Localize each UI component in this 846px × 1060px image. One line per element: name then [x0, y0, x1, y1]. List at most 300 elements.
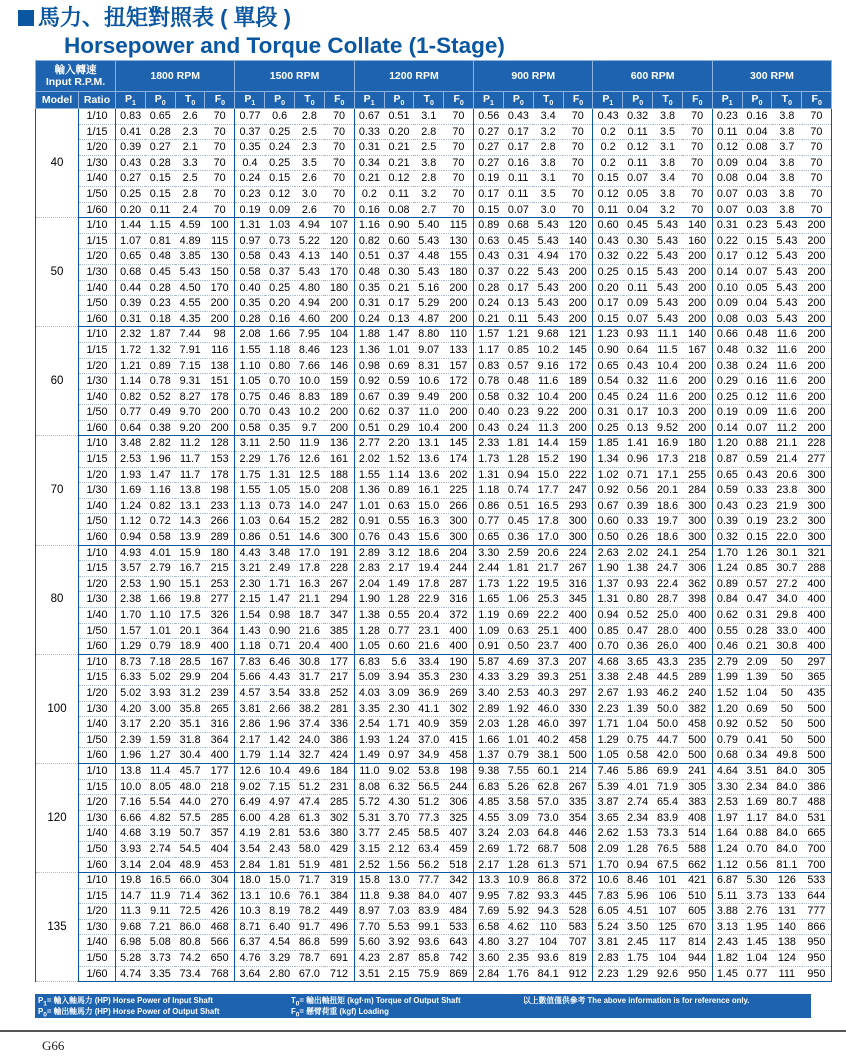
value-cell: 100: [205, 218, 235, 234]
value-cell: 0.26: [623, 530, 653, 546]
value-cell: 3.70: [384, 810, 414, 826]
value-cell: 50: [772, 670, 802, 686]
value-cell: 76.5: [653, 841, 683, 857]
value-cell: 4.68: [116, 826, 146, 842]
ratio-cell: 1/10: [79, 327, 116, 343]
value-cell: 0.65: [145, 109, 175, 125]
value-cell: 70: [324, 140, 354, 156]
value-cell: 200: [802, 420, 832, 436]
value-cell: 359: [444, 717, 474, 733]
value-cell: 0.35: [235, 296, 265, 312]
value-cell: 0.88: [742, 436, 772, 452]
value-cell: 0.67: [354, 389, 384, 405]
horsepower-torque-table: [35, 60, 832, 982]
value-cell: 72.5: [175, 904, 205, 920]
value-cell: 0.48: [742, 327, 772, 343]
value-cell: 0.90: [265, 623, 295, 639]
value-cell: 0.11: [384, 186, 414, 202]
value-cell: 5.66: [235, 670, 265, 686]
value-cell: 11.0: [354, 763, 384, 779]
value-cell: 335: [563, 795, 593, 811]
value-cell: 159: [563, 436, 593, 452]
value-cell: 531: [802, 810, 832, 826]
value-cell: 4.13: [295, 249, 325, 265]
value-cell: 70: [324, 109, 354, 125]
value-cell: 189: [563, 374, 593, 390]
value-cell: 0.37: [384, 249, 414, 265]
value-cell: 0.23: [742, 498, 772, 514]
value-cell: 24.7: [653, 561, 683, 577]
value-cell: 1.16: [145, 483, 175, 499]
value-cell: 94.3: [533, 904, 563, 920]
value-cell: 10.3: [653, 405, 683, 421]
value-cell: 2.03: [503, 826, 533, 842]
value-cell: 0.36: [503, 530, 533, 546]
value-cell: 0.91: [474, 639, 504, 655]
value-cell: 496: [324, 919, 354, 935]
value-cell: 0.22: [503, 264, 533, 280]
value-cell: 14.3: [175, 514, 205, 530]
value-cell: 4.59: [175, 218, 205, 234]
table-row: [36, 155, 832, 171]
value-cell: 1.96: [145, 452, 175, 468]
value-cell: 1.66: [145, 592, 175, 608]
value-cell: 98: [205, 327, 235, 343]
value-cell: 3.12: [384, 545, 414, 561]
value-cell: 0.73: [265, 233, 295, 249]
value-cell: 240: [682, 685, 712, 701]
ratio-cell: 1/20: [79, 249, 116, 265]
value-cell: 9.02: [235, 779, 265, 795]
value-cell: 4.76: [235, 951, 265, 967]
value-cell: 84.0: [772, 779, 802, 795]
model-cell: 100: [36, 654, 79, 763]
value-cell: 2.43: [265, 841, 295, 857]
value-cell: 0.03: [742, 202, 772, 218]
value-cell: 944: [682, 951, 712, 967]
value-cell: 0.12: [623, 140, 653, 156]
value-cell: 70: [205, 202, 235, 218]
value-cell: 0.73: [265, 498, 295, 514]
value-cell: 247: [324, 498, 354, 514]
value-cell: 819: [563, 951, 593, 967]
rpm-header: 900 RPM: [474, 61, 593, 92]
value-cell: 0.13: [384, 311, 414, 327]
value-cell: 0.28: [742, 623, 772, 639]
value-cell: 2.62: [593, 826, 623, 842]
table-row: [36, 748, 832, 764]
value-cell: 3.0: [533, 202, 563, 218]
table-row: [36, 530, 832, 546]
value-cell: 9.52: [653, 420, 683, 436]
value-cell: 304: [205, 873, 235, 889]
value-cell: 5.43: [653, 296, 683, 312]
table-row: [36, 685, 832, 701]
table-row: [36, 514, 832, 530]
value-cell: 2.12: [384, 841, 414, 857]
value-cell: 15.2: [295, 514, 325, 530]
value-cell: 0.07: [623, 311, 653, 327]
table-row: [36, 358, 832, 374]
value-cell: 449: [324, 904, 354, 920]
value-cell: 207: [563, 654, 593, 670]
value-cell: 270: [205, 795, 235, 811]
value-cell: 5.43: [653, 280, 683, 296]
value-cell: 0.82: [116, 389, 146, 405]
value-cell: 18.6: [653, 530, 683, 546]
value-cell: 316: [205, 717, 235, 733]
value-cell: 0.12: [384, 171, 414, 187]
value-cell: 57.0: [533, 795, 563, 811]
model-cell: 120: [36, 763, 79, 872]
value-cell: 38.1: [533, 748, 563, 764]
value-cell: 5.08: [145, 935, 175, 951]
value-cell: 11.9: [295, 436, 325, 452]
value-cell: 1.52: [712, 685, 742, 701]
value-cell: 0.36: [623, 639, 653, 655]
value-cell: 3.57: [116, 561, 146, 577]
value-cell: 400: [802, 623, 832, 639]
value-cell: 5.11: [712, 888, 742, 904]
value-cell: 1.18: [265, 342, 295, 358]
value-cell: 0.70: [742, 841, 772, 857]
value-cell: 0.60: [384, 233, 414, 249]
table-row: [36, 483, 832, 499]
value-cell: 15.0: [533, 467, 563, 483]
value-cell: 0.60: [593, 514, 623, 530]
value-cell: 11.6: [772, 327, 802, 343]
value-cell: 26.0: [653, 639, 683, 655]
value-cell: 12.5: [295, 467, 325, 483]
ratio-cell: 1/60: [79, 748, 116, 764]
value-cell: 0.62: [712, 608, 742, 624]
value-cell: 4.94: [533, 249, 563, 265]
value-cell: 84.0: [772, 763, 802, 779]
value-cell: 230: [444, 670, 474, 686]
value-cell: 10.4: [414, 420, 444, 436]
value-cell: 0.72: [145, 514, 175, 530]
value-cell: 14.6: [295, 530, 325, 546]
value-cell: 1.17: [742, 810, 772, 826]
value-cell: 1.20: [712, 701, 742, 717]
value-cell: 459: [444, 841, 474, 857]
value-cell: 0.14: [712, 420, 742, 436]
value-cell: 0.29: [384, 420, 414, 436]
model-cell: 80: [36, 545, 79, 654]
value-cell: 0.11: [623, 155, 653, 171]
table-row: [36, 342, 832, 358]
value-cell: 200: [682, 280, 712, 296]
value-cell: 3.30: [712, 779, 742, 795]
value-cell: 1.49: [384, 576, 414, 592]
value-cell: 650: [205, 951, 235, 967]
value-cell: 0.75: [623, 732, 653, 748]
value-cell: 30.7: [772, 561, 802, 577]
value-cell: 583: [563, 919, 593, 935]
value-cell: 3.8: [772, 202, 802, 218]
value-cell: 16.5: [145, 873, 175, 889]
title-chinese: [18, 4, 838, 32]
value-cell: 0.04: [742, 124, 772, 140]
value-cell: 2.8: [414, 124, 444, 140]
value-cell: 0.15: [474, 202, 504, 218]
value-cell: 1.97: [712, 810, 742, 826]
value-cell: 3.13: [712, 919, 742, 935]
value-cell: 742: [444, 951, 474, 967]
value-cell: 0.21: [742, 639, 772, 655]
value-cell: 0.07: [712, 186, 742, 202]
value-cell: 0.11: [145, 202, 175, 218]
value-cell: 3.48: [265, 545, 295, 561]
value-cell: 9.68: [116, 919, 146, 935]
value-cell: 11.5: [653, 342, 683, 358]
value-cell: 435: [802, 685, 832, 701]
value-cell: 15.2: [533, 452, 563, 468]
value-cell: 200: [682, 374, 712, 390]
value-cell: 11.6: [772, 358, 802, 374]
value-cell: 12.6: [235, 763, 265, 779]
value-cell: 107: [653, 904, 683, 920]
value-cell: 50: [772, 685, 802, 701]
value-cell: 3.58: [503, 795, 533, 811]
value-cell: 3.00: [145, 701, 175, 717]
value-cell: 0.27: [474, 124, 504, 140]
value-cell: 500: [802, 717, 832, 733]
value-cell: 10.6: [265, 888, 295, 904]
value-cell: 0.58: [145, 530, 175, 546]
value-cell: 3.2: [533, 124, 563, 140]
value-cell: 0.43: [474, 420, 504, 436]
value-cell: 115: [205, 233, 235, 249]
value-cell: 131: [772, 904, 802, 920]
value-cell: 285: [205, 810, 235, 826]
value-cell: 70: [802, 171, 832, 187]
value-cell: 2.84: [235, 857, 265, 873]
value-cell: 0.17: [503, 124, 533, 140]
value-cell: 1.29: [593, 732, 623, 748]
ratio-cell: 1/10: [79, 654, 116, 670]
value-cell: 70: [444, 202, 474, 218]
value-cell: 8.46: [295, 342, 325, 358]
sub-col-header: $P_1$: [593, 92, 623, 109]
value-cell: 70: [563, 186, 593, 202]
value-cell: 1.55: [354, 467, 384, 483]
value-cell: 2.89: [354, 545, 384, 561]
value-cell: 34.9: [414, 748, 444, 764]
value-cell: 70: [444, 171, 474, 187]
value-cell: 13.0: [384, 873, 414, 889]
value-cell: 0.09: [623, 296, 653, 312]
table-row: [36, 405, 832, 421]
value-cell: 5.43: [414, 233, 444, 249]
sub-col-header: $T_0$: [653, 92, 683, 109]
value-cell: 5.43: [414, 264, 444, 280]
value-cell: 190: [563, 452, 593, 468]
value-cell: 3.8: [653, 186, 683, 202]
value-cell: 866: [802, 919, 832, 935]
value-cell: 691: [324, 951, 354, 967]
value-cell: 70: [324, 155, 354, 171]
value-cell: 383: [682, 795, 712, 811]
value-cell: 0.54: [593, 374, 623, 390]
value-cell: 0.27: [116, 171, 146, 187]
value-cell: 15.0: [265, 873, 295, 889]
table-row: [36, 124, 832, 140]
value-cell: 0.6: [265, 109, 295, 125]
value-cell: 0.15: [593, 311, 623, 327]
value-cell: 51.2: [295, 779, 325, 795]
table-row: [36, 202, 832, 218]
ratio-cell: 1/20: [79, 904, 116, 920]
value-cell: 300: [444, 514, 474, 530]
value-cell: 3.35: [354, 701, 384, 717]
value-cell: 0.23: [235, 186, 265, 202]
value-cell: 285: [324, 795, 354, 811]
value-cell: 500: [802, 732, 832, 748]
value-cell: 566: [205, 935, 235, 951]
value-cell: 204: [444, 545, 474, 561]
value-cell: 200: [802, 374, 832, 390]
value-cell: 228: [802, 436, 832, 452]
input-rpm-header: [36, 61, 116, 92]
value-cell: 200: [324, 296, 354, 312]
value-cell: 316: [563, 576, 593, 592]
value-cell: 0.21: [354, 171, 384, 187]
value-cell: 528: [563, 904, 593, 920]
value-cell: 400: [682, 639, 712, 655]
value-cell: 0.16: [742, 109, 772, 125]
value-cell: 3.15: [354, 841, 384, 857]
value-cell: 0.04: [742, 171, 772, 187]
value-cell: 15.8: [354, 873, 384, 889]
value-cell: 277: [205, 592, 235, 608]
value-cell: 123: [324, 342, 354, 358]
value-cell: 1.53: [623, 826, 653, 842]
value-cell: 300: [444, 530, 474, 546]
value-cell: 2.53: [712, 795, 742, 811]
value-cell: 70: [324, 124, 354, 140]
value-cell: 0.68: [503, 218, 533, 234]
value-cell: 700: [802, 841, 832, 857]
table-row: [36, 966, 832, 982]
value-cell: 300: [682, 530, 712, 546]
value-cell: 0.21: [384, 280, 414, 296]
value-cell: 0.75: [235, 389, 265, 405]
value-cell: 2.02: [623, 545, 653, 561]
value-cell: 0.69: [503, 608, 533, 624]
value-cell: 0.32: [623, 109, 653, 125]
value-cell: 0.82: [145, 498, 175, 514]
value-cell: 643: [444, 935, 474, 951]
value-cell: 0.09: [712, 296, 742, 312]
ratio-cell: 1/20: [79, 140, 116, 156]
value-cell: 16.3: [295, 576, 325, 592]
value-cell: 69.9: [653, 763, 683, 779]
value-cell: 407: [444, 888, 474, 904]
value-cell: 1.12: [116, 514, 146, 530]
value-cell: 3.1: [533, 171, 563, 187]
value-cell: 400: [444, 623, 474, 639]
value-cell: 0.28: [235, 311, 265, 327]
value-cell: 2.30: [384, 701, 414, 717]
value-cell: 172: [563, 358, 593, 374]
value-cell: 0.43: [265, 405, 295, 421]
value-cell: 56.2: [414, 857, 444, 873]
value-cell: 20.1: [175, 623, 205, 639]
value-cell: 0.56: [742, 857, 772, 873]
value-cell: 0.38: [145, 420, 175, 436]
value-cell: 289: [682, 670, 712, 686]
value-cell: 1.99: [712, 670, 742, 686]
rpm-header: 1200 RPM: [354, 61, 473, 92]
value-cell: 7.66: [295, 358, 325, 374]
value-cell: 200: [682, 264, 712, 280]
value-cell: 1.14: [116, 374, 146, 390]
value-cell: 0.45: [623, 218, 653, 234]
value-cell: 2.20: [384, 436, 414, 452]
value-cell: 508: [563, 841, 593, 857]
value-cell: 28.7: [653, 592, 683, 608]
value-cell: 11.1: [653, 327, 683, 343]
value-cell: 0.16: [742, 374, 772, 390]
value-cell: 3.8: [772, 124, 802, 140]
value-cell: 5.39: [593, 779, 623, 795]
value-cell: 200: [682, 249, 712, 265]
table-row: [36, 763, 832, 779]
value-cell: 0.37: [235, 124, 265, 140]
value-cell: 2.09: [593, 841, 623, 857]
value-cell: 768: [205, 966, 235, 982]
value-cell: 33.0: [772, 623, 802, 639]
value-cell: 1.16: [354, 218, 384, 234]
value-cell: 8.08: [354, 779, 384, 795]
value-cell: 32.7: [295, 748, 325, 764]
value-cell: 0.12: [593, 186, 623, 202]
ratio-cell: 1/15: [79, 124, 116, 140]
value-cell: 0.66: [712, 327, 742, 343]
sub-col-header: $F_0$: [563, 92, 593, 109]
value-cell: 354: [563, 810, 593, 826]
table-row: [36, 218, 832, 234]
value-cell: 0.31: [354, 140, 384, 156]
value-cell: 73.0: [533, 810, 563, 826]
value-cell: 4.33: [474, 670, 504, 686]
value-cell: 571: [563, 857, 593, 873]
value-cell: 6.33: [116, 670, 146, 686]
value-cell: 117: [653, 935, 683, 951]
value-cell: 372: [444, 608, 474, 624]
value-cell: 518: [444, 857, 474, 873]
value-cell: 1.14: [265, 748, 295, 764]
value-cell: 2.5: [414, 140, 444, 156]
value-cell: 950: [802, 966, 832, 982]
sub-col-header: $T_0$: [533, 92, 563, 109]
value-cell: 6.66: [116, 810, 146, 826]
value-cell: 70: [205, 109, 235, 125]
bottom-rule: [0, 1030, 846, 1032]
value-cell: 481: [324, 857, 354, 873]
value-cell: 1.64: [712, 826, 742, 842]
value-cell: 21.6: [295, 623, 325, 639]
value-cell: 11.6: [772, 374, 802, 390]
legend-f0: $F_0=$ 懸臂荷重 (kgf) Loading: [291, 1007, 389, 1019]
value-cell: 5.31: [354, 810, 384, 826]
value-cell: 1.57: [474, 327, 504, 343]
value-cell: 13.6: [414, 467, 444, 483]
value-cell: 0.56: [474, 109, 504, 125]
ratio-header: Ratio: [79, 92, 116, 109]
value-cell: 0.24: [623, 389, 653, 405]
